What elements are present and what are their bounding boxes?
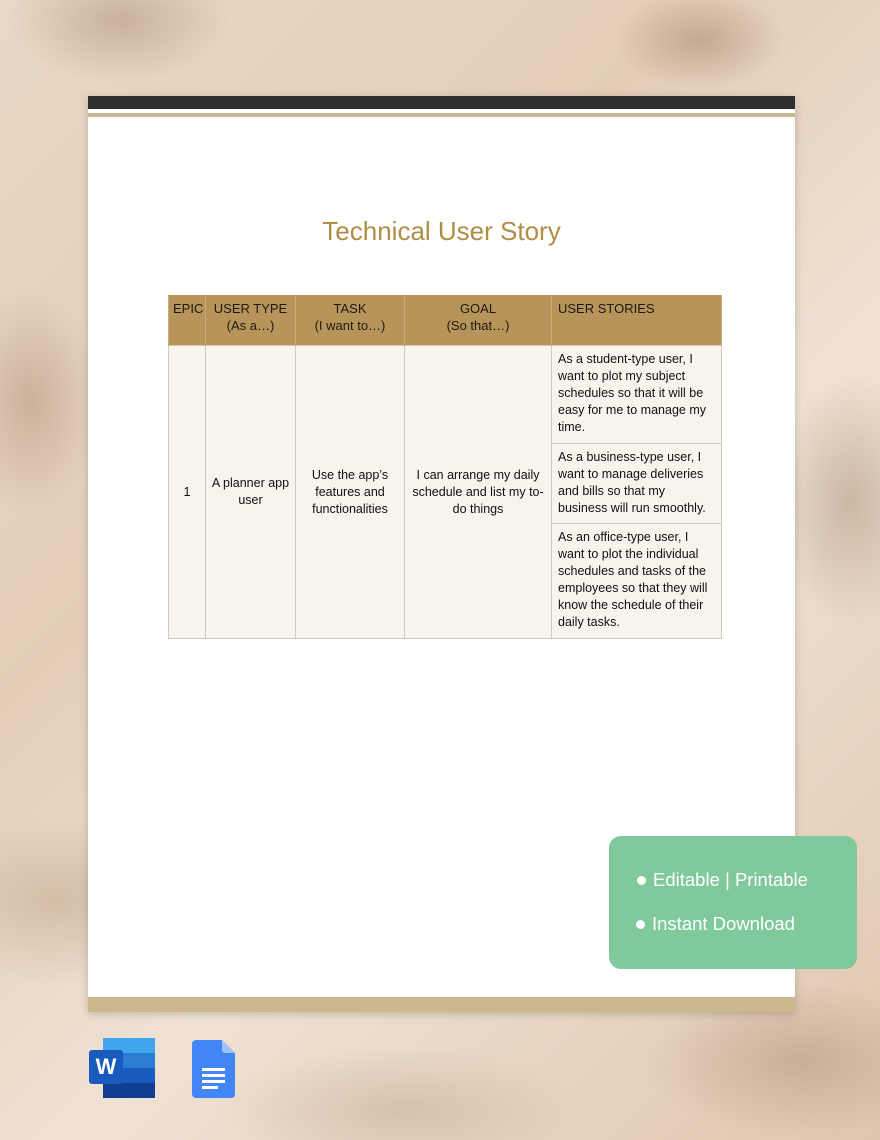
user-story-table: [168, 295, 722, 639]
badge-item-download: [636, 913, 795, 935]
header-task-sub: (I want to…): [314, 318, 386, 333]
features-badge: [609, 836, 857, 969]
badge-item-label: Instant Download: [652, 913, 795, 934]
cell-user-story: As an office-type user, I want to plot the individual schedules and tasks of the employees so that they will know the schedule of their daily tasks.: [552, 524, 722, 639]
google-docs-icon[interactable]: [192, 1040, 235, 1098]
cell-user-story: As a business-type user, I want to manage deliveries and bills so that my business will run smoothly.: [552, 444, 722, 524]
cell-goal: I can arrange my daily schedule and list my to-do things: [405, 346, 552, 639]
cell-epic: 1: [169, 346, 206, 639]
microsoft-word-icon[interactable]: [89, 1038, 157, 1098]
header-gold-stripe: [88, 113, 795, 117]
header-goal-label: GOAL: [459, 301, 497, 316]
header-goal: [405, 295, 552, 346]
header-goal-sub: (So that…): [446, 318, 510, 333]
header-dark-bar: [88, 96, 795, 109]
table-header-row: [169, 295, 722, 346]
header-task: [296, 295, 405, 346]
header-user-type-sub: (As a…): [226, 318, 275, 333]
header-user-type-label: USER TYPE: [213, 301, 288, 316]
cell-user-type: A planner app user: [206, 346, 296, 639]
header-task-label: TASK: [333, 301, 367, 316]
footer-gold-band: [88, 997, 795, 1012]
header-epic-label: EPIC: [173, 301, 204, 316]
svg-text:W: W: [95, 1054, 117, 1079]
table-row: [169, 346, 722, 444]
bullet-icon: [637, 876, 646, 885]
badge-item-editable: [637, 869, 808, 891]
document-title: Technical User Story: [322, 216, 561, 246]
header-user-stories: [552, 295, 722, 346]
cell-task: Use the app’s features and functionalities: [296, 346, 405, 639]
header-user-type: [206, 295, 296, 346]
cell-user-story: As a student-type user, I want to plot my subject schedules so that it will be easy for me to manage my time.: [552, 346, 722, 444]
badge-item-label: Editable | Printable: [653, 869, 808, 890]
header-user-stories-label: USER STORIES: [558, 301, 655, 316]
header-epic: [169, 295, 206, 346]
bullet-icon: [636, 920, 645, 929]
